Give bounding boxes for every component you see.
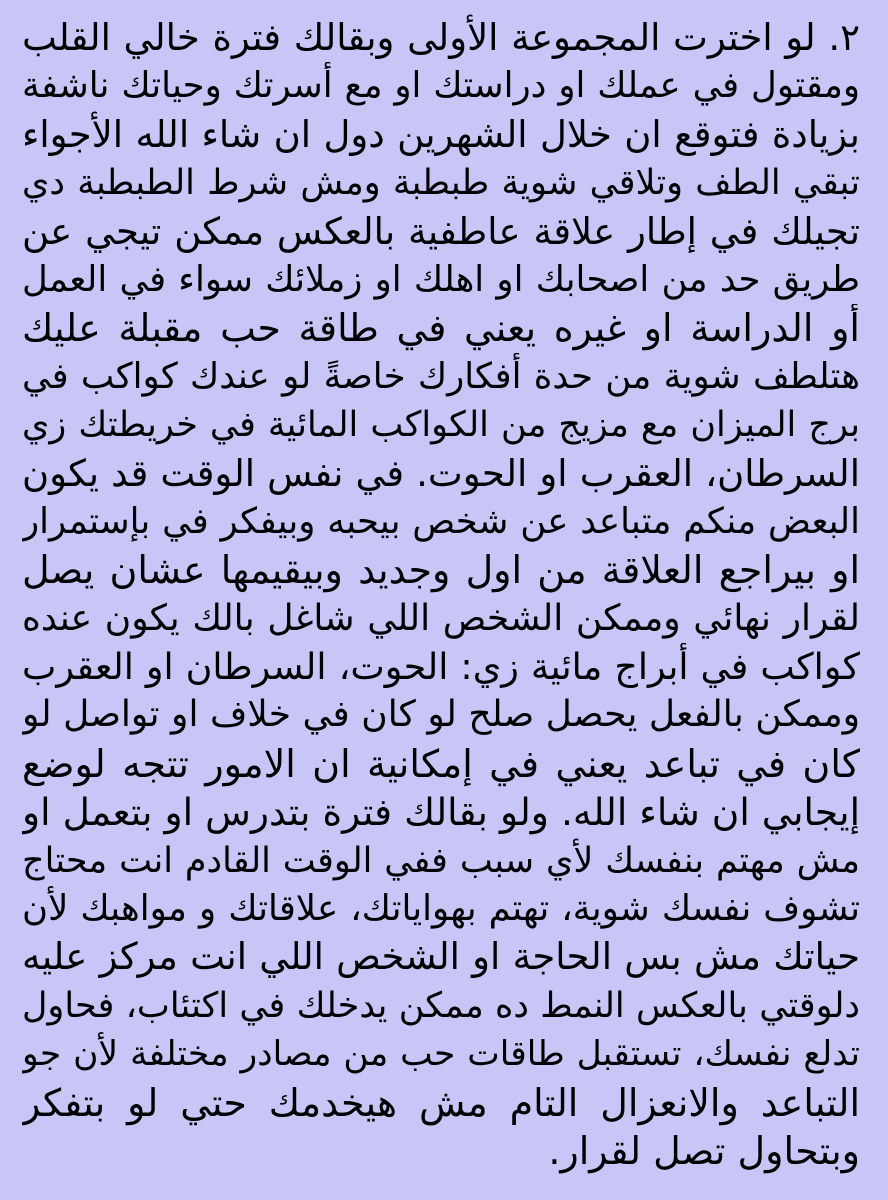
text-line-23: التباعد والانعزال التام مش هيخدمك حتي لو بتفكر [22,1080,860,1125]
text-line-1: ٢. لو اخترت المجموعة الأولى وبقالك فترة خالي القلب [22,16,860,59]
text-line-14: كواكب في أبراج مائية زي: الحوت، السرطان او العقرب [22,645,860,689]
text-line-16: كان في تباعد يعني في إمكانية ان الامور تتجه لوضع [22,741,860,786]
text-line-18: مش مهتم بنفسك لأي سبب ففي الوقت القادم انت محتاج [22,840,860,881]
text-line-17: إيجابي ان شاء الله. ولو بقالك فترة بتدرس او بتعمل او [22,790,860,835]
text-line-12: او بيراجع العلاقة من اول وجديد وبيقيمها عشان يصل [22,548,860,593]
text-line-2: ومقتول في عملك او دراستك او مع أسرتك وحياتك ناشفة [22,65,860,107]
body-text [22,14,860,1175]
text-line-8: هتلطف شوية من حدة أفكارك خاصةً لو عندك كواكب في [22,355,860,397]
text-line-5: تجيلك في إطار علاقة عاطفية بالعكس ممكن تيجي عن [22,209,860,253]
text-line-21: دلوقتي بالعكس النمط ده ممكن يدخلك في اكتئاب، فحاول [22,985,860,1026]
text-line-3: بزيادة فتوقع ان خلال الشهرين دول ان شاء الله الأجواء [22,112,860,156]
text-line-10: السرطان، العقرب او الحوت. في نفس الوقت قد يكون [22,451,860,495]
text-line-15: وممكن بالفعل يحصل صلح لو كان في خلاف او تواصل لو [22,694,860,736]
text-line-22: تدلع نفسك، تستقبل طاقات حب من مصادر مختلفة لأن جو [22,1034,860,1075]
text-line-4: تبقي الطف وتلاقي شوية طبطبة ومش شرط الطبطبة دي [22,163,860,204]
text-line-20: حياتك مش بس الحاجة او الشخص اللي انت مركز عليه [22,935,860,979]
text-line-7: أو الدراسة او غيره يعني في طاقة حب مقبلة عليك [22,306,860,351]
text-line-6: طريق حد من اصحابك او اهلك او زملائك سواء في العمل [22,258,860,300]
text-line-19: تشوف نفسك شوية، تهتم بهواياتك، علاقاتك و مواهبك لأن [22,888,860,930]
text-line-13: لقرار نهائي وممكن الشخص اللي شاغل بالك يكون عنده [22,597,860,639]
text-line-24: وبتحاول تصل لقرار. [548,1128,860,1173]
text-line-11: البعض منكم متباعد عن شخص بيحبه وبيفكر في بإستمرار [22,500,860,542]
text-line-9: برج الميزان مع مزيج من الكواكب المائية في خريطتك زي [22,405,860,446]
